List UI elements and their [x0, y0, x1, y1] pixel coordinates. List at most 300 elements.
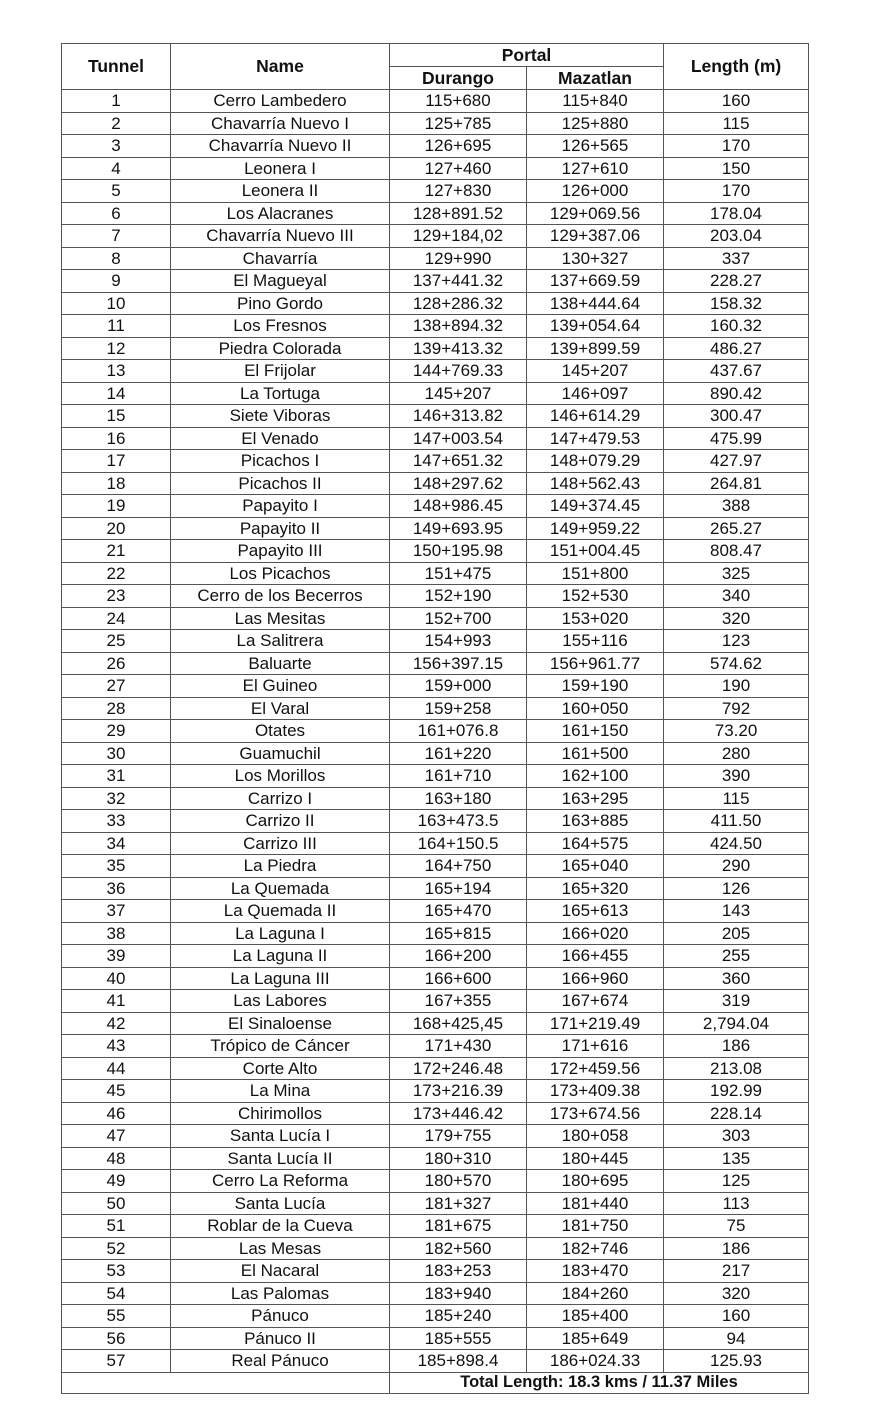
length-value: 205 [664, 922, 809, 945]
mazatlan-portal: 163+885 [527, 810, 664, 833]
mazatlan-portal: 155+116 [527, 630, 664, 653]
tunnel-name: Las Mesas [171, 1237, 390, 1260]
mazatlan-portal: 166+455 [527, 945, 664, 968]
length-value: 190 [664, 675, 809, 698]
tunnel-name: Leonera II [171, 180, 390, 203]
length-value: 424.50 [664, 832, 809, 855]
table-row [62, 765, 809, 788]
tunnel-name: La Laguna I [171, 922, 390, 945]
mazatlan-portal: 182+746 [527, 1237, 664, 1260]
length-value: 475.99 [664, 427, 809, 450]
table-row [62, 877, 809, 900]
durango-portal: 128+891.52 [390, 202, 527, 225]
table-row [62, 405, 809, 428]
tunnel-name: Leonera I [171, 157, 390, 180]
tunnel-name: Baluarte [171, 652, 390, 675]
durango-portal: 126+695 [390, 135, 527, 158]
tunnel-number: 41 [62, 990, 171, 1013]
length-value: 143 [664, 900, 809, 923]
length-value: 228.27 [664, 270, 809, 293]
durango-portal: 172+246.48 [390, 1057, 527, 1080]
durango-portal: 165+815 [390, 922, 527, 945]
length-value: 265.27 [664, 517, 809, 540]
table-row [62, 630, 809, 653]
durango-portal: 185+898.4 [390, 1350, 527, 1373]
tunnel-name: El Frijolar [171, 360, 390, 383]
durango-portal: 183+253 [390, 1260, 527, 1283]
durango-portal: 129+184,02 [390, 225, 527, 248]
tunnel-name: Papayito II [171, 517, 390, 540]
tunnel-name: Carrizo III [171, 832, 390, 855]
table-row [62, 427, 809, 450]
length-value: 792 [664, 697, 809, 720]
tunnel-name: Pino Gordo [171, 292, 390, 315]
tunnel-name: El Sinaloense [171, 1012, 390, 1035]
table-row [62, 900, 809, 923]
table-row [62, 247, 809, 270]
tunnel-number: 11 [62, 315, 171, 338]
table-row [62, 1260, 809, 1283]
length-value: 158.32 [664, 292, 809, 315]
tunnel-name: La Quemada [171, 877, 390, 900]
table-row [62, 720, 809, 743]
mazatlan-portal: 162+100 [527, 765, 664, 788]
tunnel-name: La Laguna II [171, 945, 390, 968]
durango-portal: 145+207 [390, 382, 527, 405]
header-length: Length (m) [664, 44, 809, 90]
table-row [62, 1080, 809, 1103]
length-value: 255 [664, 945, 809, 968]
table-row [62, 495, 809, 518]
length-value: 319 [664, 990, 809, 1013]
durango-portal: 148+297.62 [390, 472, 527, 495]
mazatlan-portal: 180+695 [527, 1170, 664, 1193]
tunnel-number: 56 [62, 1327, 171, 1350]
tunnel-number: 57 [62, 1350, 171, 1373]
tunnel-name: Guamuchil [171, 742, 390, 765]
tunnel-number: 2 [62, 112, 171, 135]
tunnel-name: Los Alacranes [171, 202, 390, 225]
mazatlan-portal: 126+000 [527, 180, 664, 203]
length-value: 94 [664, 1327, 809, 1350]
tunnel-number: 42 [62, 1012, 171, 1035]
mazatlan-portal: 171+616 [527, 1035, 664, 1058]
tunnel-name: Real Pánuco [171, 1350, 390, 1373]
mazatlan-portal: 145+207 [527, 360, 664, 383]
length-value: 360 [664, 967, 809, 990]
durango-portal: 185+555 [390, 1327, 527, 1350]
tunnel-name: Chavarría Nuevo III [171, 225, 390, 248]
mazatlan-portal: 125+880 [527, 112, 664, 135]
length-value: 290 [664, 855, 809, 878]
table-row [62, 450, 809, 473]
tunnel-number: 23 [62, 585, 171, 608]
length-value: 160 [664, 90, 809, 113]
mazatlan-portal: 161+150 [527, 720, 664, 743]
table-row [62, 652, 809, 675]
mazatlan-portal: 161+500 [527, 742, 664, 765]
durango-portal: 154+993 [390, 630, 527, 653]
length-value: 75 [664, 1215, 809, 1238]
table-header [62, 44, 809, 90]
durango-portal: 138+894.32 [390, 315, 527, 338]
durango-portal: 151+475 [390, 562, 527, 585]
durango-portal: 152+190 [390, 585, 527, 608]
length-value: 135 [664, 1147, 809, 1170]
tunnel-number: 8 [62, 247, 171, 270]
length-value: 340 [664, 585, 809, 608]
tunnel-name: Cerro Lambedero [171, 90, 390, 113]
tunnel-number: 49 [62, 1170, 171, 1193]
tunnel-name: Pánuco II [171, 1327, 390, 1350]
header-name: Name [171, 44, 390, 90]
mazatlan-portal: 186+024.33 [527, 1350, 664, 1373]
durango-portal: 139+413.32 [390, 337, 527, 360]
durango-portal: 128+286.32 [390, 292, 527, 315]
length-value: 388 [664, 495, 809, 518]
table-row [62, 607, 809, 630]
tunnel-name: Piedra Colorada [171, 337, 390, 360]
tunnel-number: 19 [62, 495, 171, 518]
mazatlan-portal: 127+610 [527, 157, 664, 180]
table-row [62, 990, 809, 1013]
length-value: 170 [664, 135, 809, 158]
table-row [62, 787, 809, 810]
tunnel-number: 1 [62, 90, 171, 113]
table-row [62, 585, 809, 608]
length-value: 126 [664, 877, 809, 900]
tunnel-name: Carrizo I [171, 787, 390, 810]
tunnel-number: 4 [62, 157, 171, 180]
tunnel-number: 24 [62, 607, 171, 630]
tunnel-number: 50 [62, 1192, 171, 1215]
tunnel-number: 31 [62, 765, 171, 788]
tunnel-number: 47 [62, 1125, 171, 1148]
tunnel-number: 27 [62, 675, 171, 698]
durango-portal: 165+194 [390, 877, 527, 900]
durango-portal: 179+755 [390, 1125, 527, 1148]
table-row [62, 1012, 809, 1035]
mazatlan-portal: 163+295 [527, 787, 664, 810]
durango-portal: 185+240 [390, 1305, 527, 1328]
tunnel-name: Cerro de los Becerros [171, 585, 390, 608]
mazatlan-portal: 159+190 [527, 675, 664, 698]
table-row [62, 382, 809, 405]
length-value: 2,794.04 [664, 1012, 809, 1035]
length-value: 160 [664, 1305, 809, 1328]
mazatlan-portal: 137+669.59 [527, 270, 664, 293]
tunnel-number: 3 [62, 135, 171, 158]
durango-portal: 181+675 [390, 1215, 527, 1238]
durango-portal: 146+313.82 [390, 405, 527, 428]
mazatlan-portal: 180+058 [527, 1125, 664, 1148]
tunnel-name: La Salitrera [171, 630, 390, 653]
durango-portal: 127+460 [390, 157, 527, 180]
mazatlan-portal: 147+479.53 [527, 427, 664, 450]
table-row [62, 90, 809, 113]
length-value: 427.97 [664, 450, 809, 473]
tunnel-name: Chavarría [171, 247, 390, 270]
tunnel-name: Picachos I [171, 450, 390, 473]
length-value: 170 [664, 180, 809, 203]
durango-portal: 166+200 [390, 945, 527, 968]
durango-portal: 144+769.33 [390, 360, 527, 383]
tunnel-number: 9 [62, 270, 171, 293]
length-value: 125 [664, 1170, 809, 1193]
tunnel-name: La Mina [171, 1080, 390, 1103]
length-value: 150 [664, 157, 809, 180]
mazatlan-portal: 139+899.59 [527, 337, 664, 360]
mazatlan-portal: 181+440 [527, 1192, 664, 1215]
length-value: 228.14 [664, 1102, 809, 1125]
durango-portal: 165+470 [390, 900, 527, 923]
length-value: 280 [664, 742, 809, 765]
tunnel-name: La Quemada II [171, 900, 390, 923]
tunnel-number: 28 [62, 697, 171, 720]
table-body [62, 90, 809, 1373]
length-value: 192.99 [664, 1080, 809, 1103]
mazatlan-portal: 129+069.56 [527, 202, 664, 225]
length-value: 115 [664, 787, 809, 810]
tunnel-name: El Nacaral [171, 1260, 390, 1283]
length-value: 115 [664, 112, 809, 135]
table-row [62, 922, 809, 945]
mazatlan-portal: 173+674.56 [527, 1102, 664, 1125]
length-value: 337 [664, 247, 809, 270]
length-value: 303 [664, 1125, 809, 1148]
durango-portal: 147+651.32 [390, 450, 527, 473]
length-value: 125.93 [664, 1350, 809, 1373]
mazatlan-portal: 165+040 [527, 855, 664, 878]
mazatlan-portal: 152+530 [527, 585, 664, 608]
tunnel-number: 52 [62, 1237, 171, 1260]
tunnel-number: 7 [62, 225, 171, 248]
table-row [62, 1215, 809, 1238]
length-value: 264.81 [664, 472, 809, 495]
tunnel-name: Picachos II [171, 472, 390, 495]
tunnel-name: El Varal [171, 697, 390, 720]
mazatlan-portal: 185+649 [527, 1327, 664, 1350]
tunnel-number: 30 [62, 742, 171, 765]
tunnel-number: 6 [62, 202, 171, 225]
tunnel-number: 16 [62, 427, 171, 450]
table-row [62, 1147, 809, 1170]
tunnel-number: 39 [62, 945, 171, 968]
length-value: 300.47 [664, 405, 809, 428]
tunnel-name: Cerro La Reforma [171, 1170, 390, 1193]
durango-portal: 152+700 [390, 607, 527, 630]
tunnel-number: 22 [62, 562, 171, 585]
tunnel-number: 48 [62, 1147, 171, 1170]
tunnel-table [61, 43, 809, 1394]
length-value: 411.50 [664, 810, 809, 833]
table-row [62, 562, 809, 585]
length-value: 123 [664, 630, 809, 653]
durango-portal: 150+195.98 [390, 540, 527, 563]
tunnel-name: La Tortuga [171, 382, 390, 405]
tunnel-name: Siete Viboras [171, 405, 390, 428]
tunnel-number: 51 [62, 1215, 171, 1238]
table-row [62, 945, 809, 968]
tunnel-number: 53 [62, 1260, 171, 1283]
length-value: 574.62 [664, 652, 809, 675]
durango-portal: 148+986.45 [390, 495, 527, 518]
tunnel-number: 55 [62, 1305, 171, 1328]
durango-portal: 159+258 [390, 697, 527, 720]
table-row [62, 1057, 809, 1080]
table-row [62, 1192, 809, 1215]
mazatlan-portal: 185+400 [527, 1305, 664, 1328]
table-row [62, 157, 809, 180]
table-row [62, 540, 809, 563]
tunnel-name: Las Palomas [171, 1282, 390, 1305]
mazatlan-portal: 129+387.06 [527, 225, 664, 248]
tunnel-name: Los Picachos [171, 562, 390, 585]
tunnel-number: 12 [62, 337, 171, 360]
length-value: 486.27 [664, 337, 809, 360]
mazatlan-portal: 181+750 [527, 1215, 664, 1238]
total-length: Total Length: 18.3 kms / 11.37 Miles [390, 1372, 809, 1393]
durango-portal: 125+785 [390, 112, 527, 135]
table-row [62, 517, 809, 540]
table-row [62, 315, 809, 338]
tunnel-number: 46 [62, 1102, 171, 1125]
tunnel-number: 15 [62, 405, 171, 428]
mazatlan-portal: 151+004.45 [527, 540, 664, 563]
tunnel-number: 17 [62, 450, 171, 473]
table-row [62, 1350, 809, 1373]
mazatlan-portal: 164+575 [527, 832, 664, 855]
tunnel-name: Carrizo II [171, 810, 390, 833]
tunnel-name: Santa Lucía I [171, 1125, 390, 1148]
tunnel-name: Chavarría Nuevo II [171, 135, 390, 158]
length-value: 186 [664, 1237, 809, 1260]
tunnel-name: La Laguna III [171, 967, 390, 990]
mazatlan-portal: 138+444.64 [527, 292, 664, 315]
tunnel-number: 54 [62, 1282, 171, 1305]
length-value: 890.42 [664, 382, 809, 405]
length-value: 213.08 [664, 1057, 809, 1080]
table-row [62, 967, 809, 990]
table-row [62, 675, 809, 698]
mazatlan-portal: 115+840 [527, 90, 664, 113]
tunnel-name: Papayito III [171, 540, 390, 563]
mazatlan-portal: 171+219.49 [527, 1012, 664, 1035]
durango-portal: 166+600 [390, 967, 527, 990]
tunnel-number: 40 [62, 967, 171, 990]
durango-portal: 156+397.15 [390, 652, 527, 675]
table-row [62, 472, 809, 495]
mazatlan-portal: 165+613 [527, 900, 664, 923]
table-row [62, 180, 809, 203]
durango-portal: 147+003.54 [390, 427, 527, 450]
tunnel-name: El Guineo [171, 675, 390, 698]
table-row [62, 855, 809, 878]
durango-portal: 163+180 [390, 787, 527, 810]
mazatlan-portal: 160+050 [527, 697, 664, 720]
durango-portal: 161+076.8 [390, 720, 527, 743]
tunnel-name: Corte Alto [171, 1057, 390, 1080]
tunnel-name: Los Fresnos [171, 315, 390, 338]
mazatlan-portal: 149+959.22 [527, 517, 664, 540]
table-row [62, 1305, 809, 1328]
mazatlan-portal: 173+409.38 [527, 1080, 664, 1103]
tunnel-number: 21 [62, 540, 171, 563]
tunnel-number: 25 [62, 630, 171, 653]
durango-portal: 164+750 [390, 855, 527, 878]
length-value: 808.47 [664, 540, 809, 563]
header-tunnel: Tunnel [62, 44, 171, 90]
mazatlan-portal: 166+960 [527, 967, 664, 990]
durango-portal: 173+216.39 [390, 1080, 527, 1103]
tunnel-number: 35 [62, 855, 171, 878]
tunnel-name: Las Mesitas [171, 607, 390, 630]
mazatlan-portal: 148+562.43 [527, 472, 664, 495]
tunnel-name: Papayito I [171, 495, 390, 518]
length-value: 320 [664, 607, 809, 630]
tunnel-number: 34 [62, 832, 171, 855]
table-row [62, 1170, 809, 1193]
header-portal: Portal [390, 44, 664, 67]
mazatlan-portal: 139+054.64 [527, 315, 664, 338]
mazatlan-portal: 126+565 [527, 135, 664, 158]
table-row [62, 1125, 809, 1148]
tunnel-name: Trópico de Cáncer [171, 1035, 390, 1058]
tunnel-name: Santa Lucía II [171, 1147, 390, 1170]
tunnel-number: 37 [62, 900, 171, 923]
length-value: 73.20 [664, 720, 809, 743]
durango-portal: 168+425,45 [390, 1012, 527, 1035]
tunnel-number: 45 [62, 1080, 171, 1103]
durango-portal: 149+693.95 [390, 517, 527, 540]
mazatlan-portal: 183+470 [527, 1260, 664, 1283]
table-row [62, 1282, 809, 1305]
tunnel-name: Chavarría Nuevo I [171, 112, 390, 135]
tunnel-number: 26 [62, 652, 171, 675]
length-value: 178.04 [664, 202, 809, 225]
durango-portal: 127+830 [390, 180, 527, 203]
header-mazatlan: Mazatlan [527, 67, 664, 90]
table-row [62, 112, 809, 135]
table-row [62, 202, 809, 225]
table-row [62, 292, 809, 315]
tunnel-name: Otates [171, 720, 390, 743]
tunnel-name: Roblar de la Cueva [171, 1215, 390, 1238]
length-value: 325 [664, 562, 809, 585]
mazatlan-portal: 166+020 [527, 922, 664, 945]
tunnel-number: 5 [62, 180, 171, 203]
tunnel-number: 20 [62, 517, 171, 540]
header-durango: Durango [390, 67, 527, 90]
table-row [62, 1237, 809, 1260]
tunnel-number: 10 [62, 292, 171, 315]
tunnel-number: 14 [62, 382, 171, 405]
table-row [62, 360, 809, 383]
durango-portal: 161+220 [390, 742, 527, 765]
tunnel-number: 38 [62, 922, 171, 945]
tunnel-number: 13 [62, 360, 171, 383]
table-row [62, 1327, 809, 1350]
durango-portal: 167+355 [390, 990, 527, 1013]
mazatlan-portal: 146+097 [527, 382, 664, 405]
mazatlan-portal: 130+327 [527, 247, 664, 270]
tunnel-number: 36 [62, 877, 171, 900]
table-row [62, 697, 809, 720]
mazatlan-portal: 172+459.56 [527, 1057, 664, 1080]
tunnel-number: 44 [62, 1057, 171, 1080]
tunnel-name: Pánuco [171, 1305, 390, 1328]
tunnel-name: Chirimollos [171, 1102, 390, 1125]
